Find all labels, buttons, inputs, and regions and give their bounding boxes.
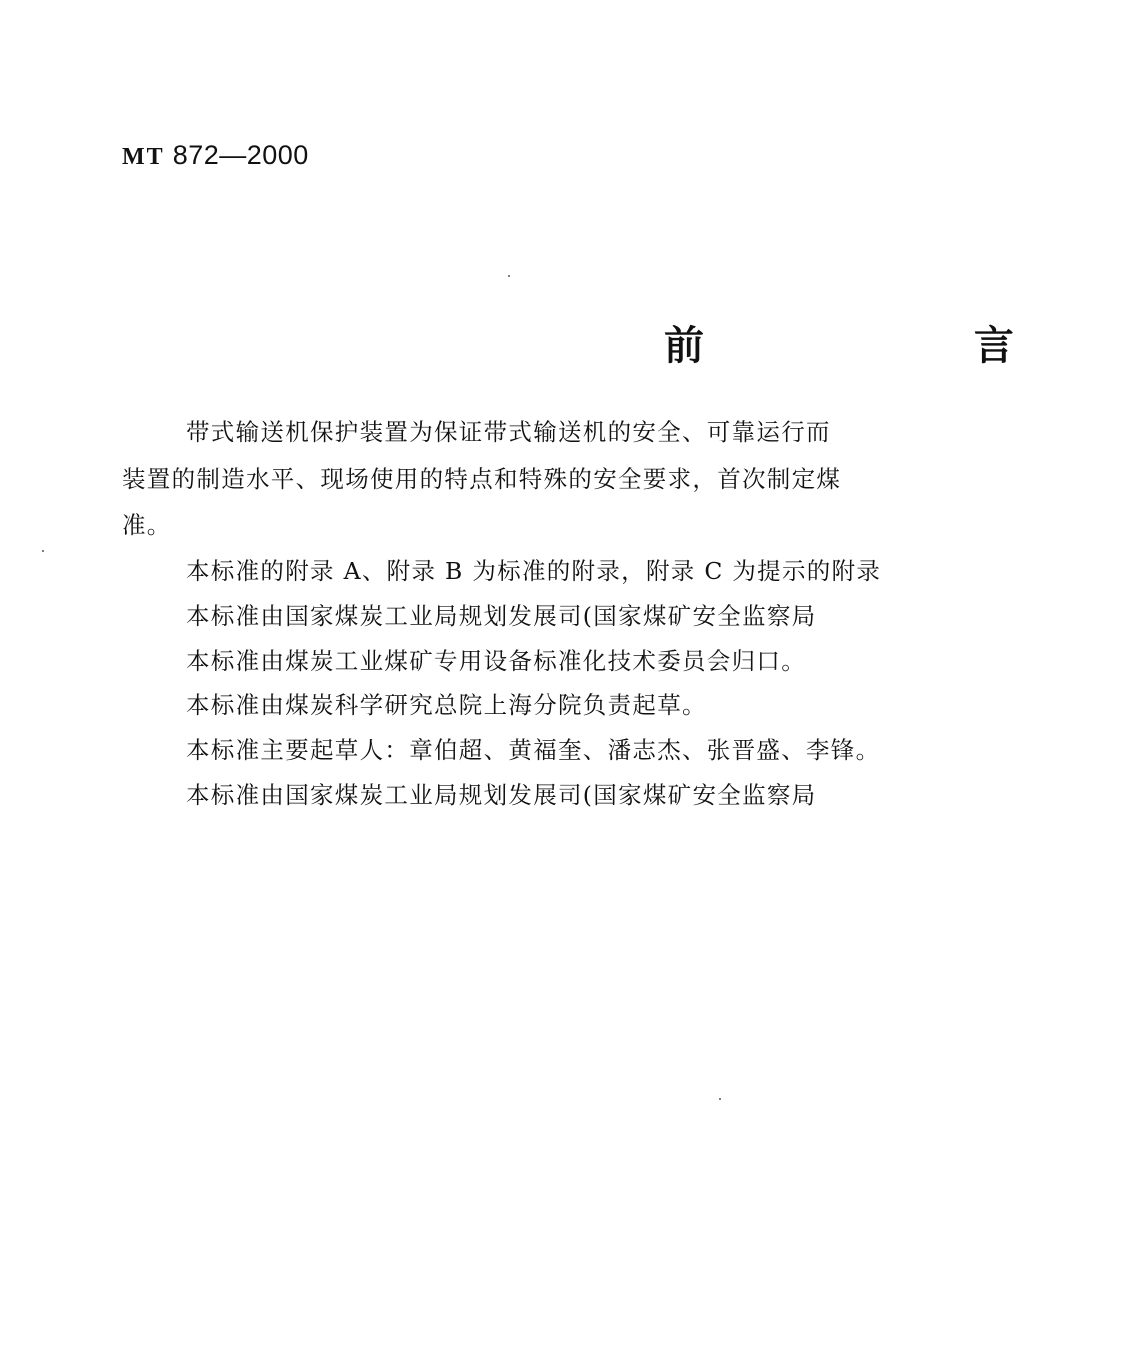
paragraph-appendix: 本标准的附录 A、附录 B 为标准的附录，附录 C 为提示的附录 bbox=[186, 557, 882, 585]
paragraph-1-line-2: 装置的制造水平、现场使用的特点和特殊的安全要求，首次制定煤 bbox=[122, 465, 842, 493]
paragraph-drafting-unit: 本标准由煤炭科学研究总院上海分院负责起草。 bbox=[186, 691, 707, 719]
scan-speck bbox=[42, 550, 44, 552]
paragraph-drafters: 本标准主要起草人：章伯超、黄福奎、潘志杰、张晋盛、李锋。 bbox=[186, 736, 881, 764]
standard-code bbox=[122, 140, 309, 171]
standard-prefix: MT bbox=[122, 144, 165, 170]
paragraph-committee: 本标准由煤炭工业煤矿专用设备标准化技术委员会归口。 bbox=[186, 647, 806, 675]
paragraph-interpretation: 本标准由国家煤炭工业局规划发展司(国家煤矿安全监察局 bbox=[186, 781, 817, 809]
scan-speck bbox=[719, 1098, 721, 1100]
paragraph-1: 带式输送机保护装置为保证带式输送机的安全、可靠运行而 bbox=[186, 418, 831, 446]
standard-number: 872—2000 bbox=[172, 140, 309, 170]
scan-speck bbox=[508, 275, 510, 277]
page-title: 前 言 bbox=[664, 322, 1142, 369]
paragraph-1-line-3: 准。 bbox=[122, 511, 172, 539]
paragraph-proposer: 本标准由国家煤炭工业局规划发展司(国家煤矿安全监察局 bbox=[186, 602, 817, 630]
